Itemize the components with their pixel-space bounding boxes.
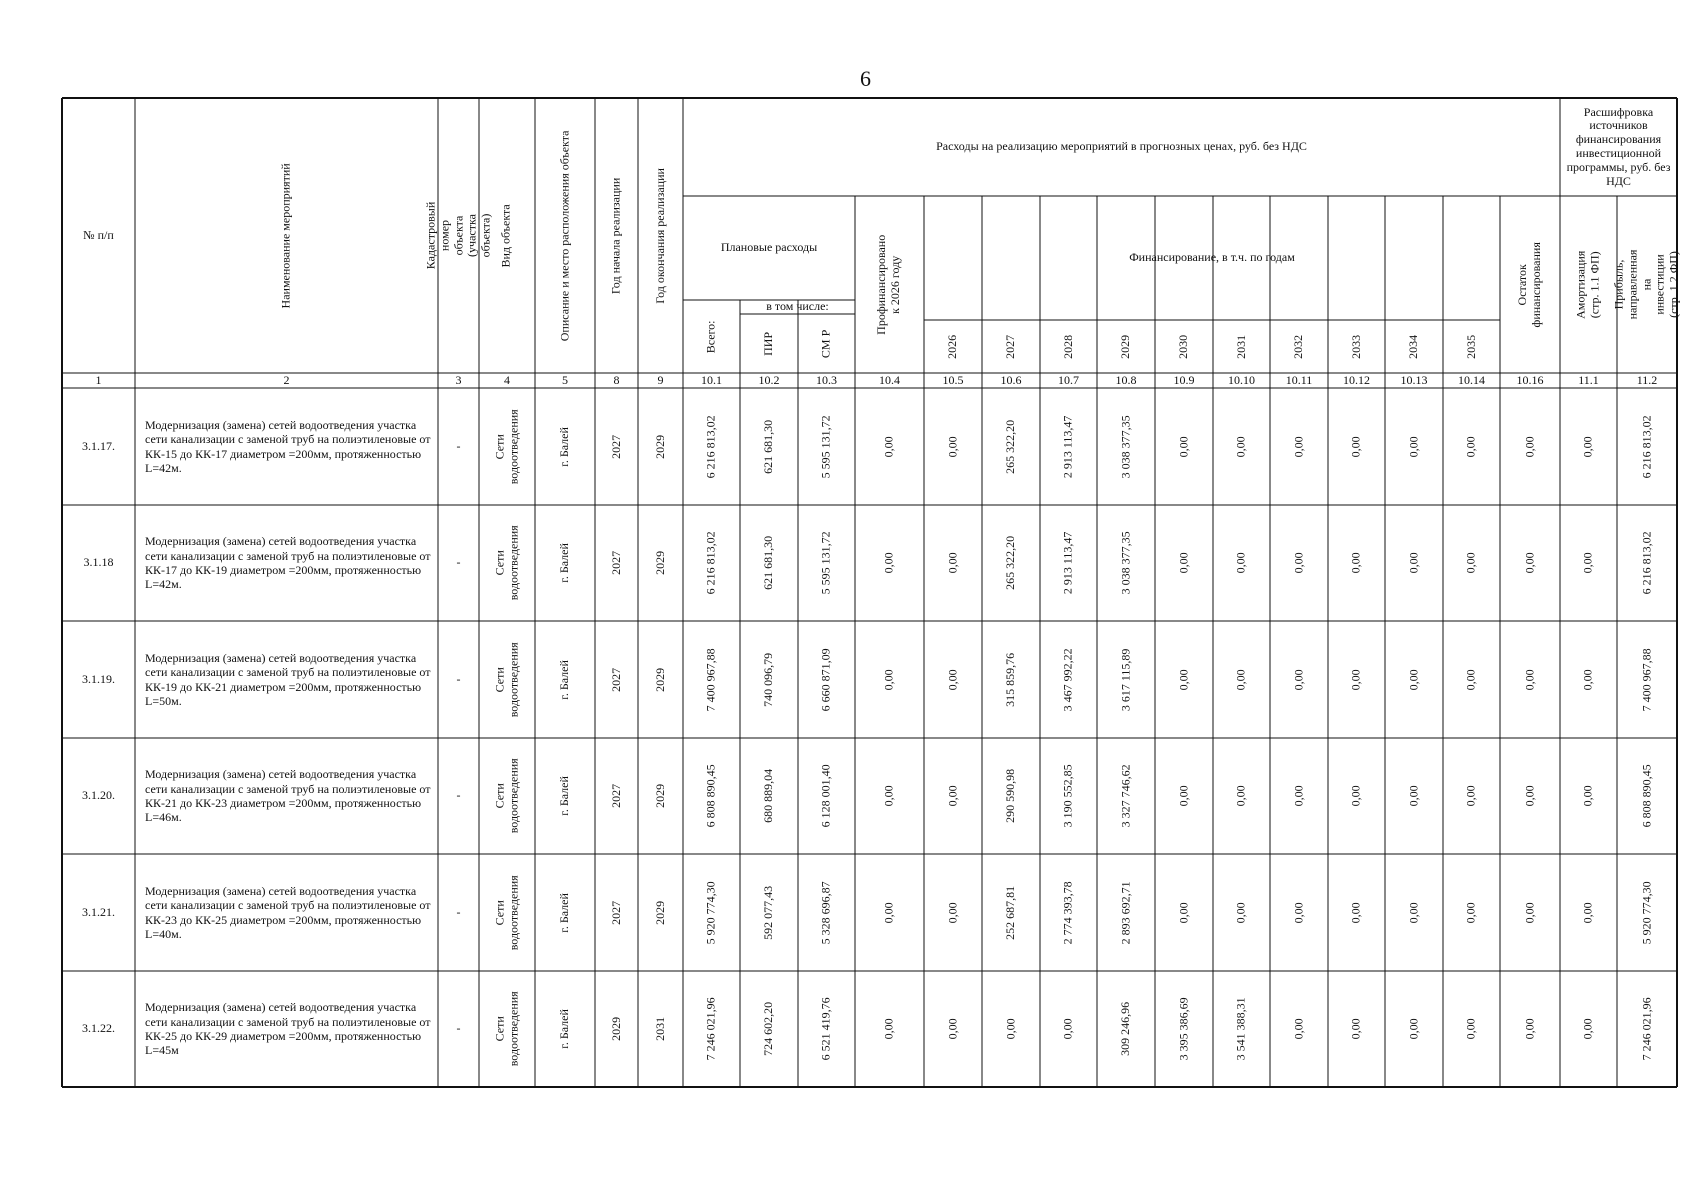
header-object-type: Вид объекта <box>499 203 514 268</box>
row-object-type: Сети водоотведения <box>492 641 521 717</box>
row-smr: 5 595 131,72 <box>818 531 833 595</box>
header-year-2033: 2033 <box>1348 334 1363 359</box>
row-location: г. Балей <box>557 543 572 583</box>
header-planned: Плановые расходы <box>720 240 818 255</box>
row-year-value: 0,00 <box>1233 785 1248 807</box>
row-year-value: 0,00 <box>1406 552 1421 574</box>
row-year-value: 0,00 <box>945 668 960 690</box>
row-year-value: 0,00 <box>945 552 960 574</box>
row-prefinanced: 0,00 <box>881 1018 896 1040</box>
row-year-value: 0,00 <box>1233 668 1248 690</box>
row-year-value: 3 467 992,22 <box>1060 647 1075 711</box>
col-number-10.1: 10.1 <box>701 372 722 387</box>
row-total: 6 216 813,02 <box>703 414 718 478</box>
col-number-10.13: 10.13 <box>1400 372 1428 387</box>
row-year-value: 2 913 113,47 <box>1060 531 1075 595</box>
row-cadastral: - <box>456 904 461 919</box>
header-remainder: Остаток финансирования <box>1515 241 1543 328</box>
row-profit: 6 216 813,02 <box>1639 414 1654 478</box>
row-profit: 5 920 774,30 <box>1639 880 1654 944</box>
row-amortization: 0,00 <box>1580 785 1595 807</box>
row-remainder: 0,00 <box>1522 785 1537 807</box>
row-year-value: 2 913 113,47 <box>1060 415 1075 478</box>
row-year-value: 3 190 552,85 <box>1060 764 1075 828</box>
col-number-10.4: 10.4 <box>879 372 900 387</box>
row-end-year: 2029 <box>652 550 667 575</box>
header-expenses: Расходы на реализацию мероприятий в прогнозных ценах, руб. без НДС <box>936 139 1307 154</box>
header-name: Наименование мероприятий <box>278 162 293 309</box>
row-amortization: 0,00 <box>1580 435 1595 457</box>
row-location: г. Балей <box>557 892 572 933</box>
row-year-value: 252 687,81 <box>1003 885 1018 940</box>
row-remainder: 0,00 <box>1522 668 1537 690</box>
row-smr: 6 128 001,40 <box>818 764 833 828</box>
row-object-type: Сети водоотведения <box>492 525 521 601</box>
header-pir: ПИР <box>761 331 776 356</box>
row-total: 6 808 890,45 <box>703 764 718 828</box>
row-year-value: 0,00 <box>1463 1018 1478 1040</box>
header-location: Описание и место расположения объекта <box>557 130 572 341</box>
row-year-value: 0,00 <box>1291 901 1306 923</box>
row-year-value: 3 038 377,35 <box>1118 531 1133 595</box>
col-number-10.16: 10.16 <box>1516 372 1544 387</box>
row-name: Модернизация (замена) сетей водоотведения участка сети канализации с заменой труб на полиэтиленовые от КК-19 до КК-21 диаметром =200мм, протяженностью L=50м. <box>145 650 431 708</box>
row-start-year: 2027 <box>608 434 623 459</box>
col-number-10.9: 10.9 <box>1173 372 1195 387</box>
col-number-10.8: 10.8 <box>1115 372 1137 387</box>
row-year-value: 0,00 <box>1003 1018 1018 1040</box>
row-remainder: 0,00 <box>1522 552 1537 574</box>
row-number: 3.1.21. <box>82 904 115 919</box>
row-amortization: 0,00 <box>1580 901 1595 923</box>
row-total: 7 400 967,88 <box>703 647 718 711</box>
col-number-10.7: 10.7 <box>1058 372 1079 387</box>
row-number: 3.1.19. <box>82 671 115 686</box>
row-number: 3.1.18 <box>83 555 114 570</box>
row-prefinanced: 0,00 <box>881 552 896 574</box>
row-start-year: 2027 <box>608 900 623 925</box>
row-start-year: 2029 <box>608 1016 623 1041</box>
row-end-year: 2031 <box>652 1016 667 1041</box>
row-year-value: 0,00 <box>945 1018 960 1040</box>
header-total: Всего: <box>703 320 718 353</box>
row-amortization: 0,00 <box>1580 1018 1595 1040</box>
col-number-10.12: 10.12 <box>1343 372 1370 387</box>
row-year-value: 0,00 <box>1233 901 1248 923</box>
col-number-1: 1 <box>95 372 102 387</box>
row-object-type: Сети водоотведения <box>492 408 521 484</box>
row-year-value: 0,00 <box>1348 435 1363 457</box>
header-year-2029: 2029 <box>1118 334 1133 359</box>
header-num: № п/п <box>83 227 114 242</box>
header-year-2032: 2032 <box>1291 334 1306 359</box>
row-object-type: Сети водоотведения <box>492 874 521 950</box>
header-start-year: Год начала реализации <box>608 177 623 294</box>
row-year-value: 0,00 <box>1233 435 1248 457</box>
row-cadastral: - <box>456 788 461 803</box>
row-smr: 6 660 871,09 <box>818 647 833 711</box>
row-year-value: 0,00 <box>945 785 960 807</box>
row-amortization: 0,00 <box>1580 552 1595 574</box>
row-year-value: 0,00 <box>1348 785 1363 807</box>
row-year-value: 315 859,76 <box>1003 652 1018 707</box>
col-number-11.2: 11.2 <box>1636 372 1658 387</box>
row-prefinanced: 0,00 <box>881 901 896 923</box>
row-start-year: 2027 <box>608 783 623 808</box>
row-year-value: 265 322,20 <box>1003 419 1018 474</box>
row-year-value: 0,00 <box>1233 552 1248 574</box>
row-pir: 621 681,30 <box>761 419 776 474</box>
row-profit: 7 400 967,88 <box>1639 647 1654 711</box>
row-year-value: 0,00 <box>1463 552 1478 574</box>
row-year-value: 309 246,96 <box>1118 1001 1133 1056</box>
row-remainder: 0,00 <box>1522 435 1537 457</box>
row-year-value: 2 774 393,78 <box>1060 880 1075 944</box>
row-year-value: 3 327 746,62 <box>1118 764 1133 828</box>
header-amortization: Амортизация (стр. 1.1 ФП) <box>1573 250 1602 319</box>
row-start-year: 2027 <box>608 667 623 692</box>
row-year-value: 0,00 <box>1060 1018 1075 1040</box>
col-number-10.5: 10.5 <box>942 372 964 387</box>
row-year-value: 290 590,98 <box>1003 768 1018 823</box>
row-object-type: Сети водоотведения <box>492 991 521 1067</box>
row-amortization: 0,00 <box>1580 668 1595 690</box>
row-year-value: 0,00 <box>1291 785 1306 807</box>
row-number: 3.1.20. <box>82 788 115 803</box>
row-year-value: 0,00 <box>945 435 960 457</box>
row-end-year: 2029 <box>652 434 667 459</box>
header-year-2026: 2026 <box>945 334 960 359</box>
row-year-value: 0,00 <box>1348 901 1363 923</box>
col-number-10.14: 10.14 <box>1458 372 1485 387</box>
row-year-value: 3 038 377,35 <box>1118 414 1133 478</box>
row-remainder: 0,00 <box>1522 1018 1537 1040</box>
row-year-value: 0,00 <box>1176 785 1191 807</box>
row-object-type: Сети водоотведения <box>492 758 521 834</box>
col-number-2: 2 <box>283 372 290 387</box>
col-number-5: 5 <box>562 372 568 387</box>
header-prefinanced: Профинансировано к 2026 году <box>874 234 903 335</box>
row-name: Модернизация (замена) сетей водоотведения участка сети канализации с заменой труб на полиэтиленовые от КК-25 до КК-29 диаметром =200мм, протяженностью L=45м <box>145 1000 431 1058</box>
row-pir: 740 096,79 <box>761 652 776 707</box>
row-end-year: 2029 <box>652 783 667 808</box>
col-number-10.6: 10.6 <box>1000 372 1022 387</box>
row-year-value: 0,00 <box>1406 668 1421 690</box>
row-year-value: 0,00 <box>1291 435 1306 457</box>
row-prefinanced: 0,00 <box>881 435 896 457</box>
row-year-value: 0,00 <box>1406 435 1421 457</box>
page-number: 6 <box>860 66 871 91</box>
row-pir: 724 602,20 <box>761 1001 776 1056</box>
row-year-value: 3 617 115,89 <box>1118 648 1133 711</box>
row-name: Модернизация (замена) сетей водоотведения участка сети канализации с заменой труб на полиэтиленовые от КК-21 до КК-23 диаметром =200мм, протяженностью L=46м. <box>145 767 431 825</box>
row-year-value: 3 541 388,31 <box>1233 997 1248 1061</box>
row-year-value: 0,00 <box>1406 1018 1421 1040</box>
row-smr: 6 521 419,76 <box>818 997 833 1061</box>
row-total: 7 246 021,96 <box>703 997 718 1061</box>
row-year-value: 0,00 <box>1291 552 1306 574</box>
row-prefinanced: 0,00 <box>881 668 896 690</box>
row-year-value: 0,00 <box>1463 901 1478 923</box>
header-smr: СМ Р <box>818 329 833 358</box>
row-cadastral: - <box>456 671 461 686</box>
col-number-9: 9 <box>657 372 664 387</box>
header-year-2028: 2028 <box>1060 334 1075 359</box>
row-year-value: 2 893 692,71 <box>1118 880 1133 944</box>
row-location: г. Балей <box>557 776 572 816</box>
row-year-value: 0,00 <box>1291 1018 1306 1040</box>
col-number-10.2: 10.2 <box>758 372 780 387</box>
row-location: г. Балей <box>557 426 572 467</box>
row-location: г. Балей <box>557 1009 572 1049</box>
row-smr: 5 328 696,87 <box>818 880 833 944</box>
col-number-4: 4 <box>504 372 510 387</box>
row-year-value: 0,00 <box>1176 435 1191 457</box>
row-year-value: 0,00 <box>1406 901 1421 923</box>
row-pir: 621 681,30 <box>761 535 776 590</box>
header-year-2027: 2027 <box>1003 334 1018 359</box>
row-year-value: 0,00 <box>1348 1018 1363 1040</box>
row-year-value: 0,00 <box>1291 668 1306 690</box>
row-cadastral: - <box>456 1021 461 1036</box>
header-year-2031: 2031 <box>1233 334 1248 359</box>
row-name: Модернизация (замена) сетей водоотведения участка сети канализации с заменой труб на полиэтиленовые от КК-23 до КК-25 диаметром =200мм, протяженностью L=40м. <box>145 883 431 941</box>
header-profit: Прибыль, направленная на инвестиции (стр. 1.2 ФП) <box>1611 249 1681 320</box>
row-profit: 6 808 890,45 <box>1639 764 1654 828</box>
col-number-10.11: 10.11 <box>1285 372 1313 387</box>
row-cadastral: - <box>456 438 461 453</box>
row-year-value: 0,00 <box>1348 552 1363 574</box>
header-sources: Расшифровка источников финансирования инвестиционной программы, руб. без НДС <box>1566 104 1671 188</box>
col-number-10.10: 10.10 <box>1228 372 1255 387</box>
row-name: Модернизация (замена) сетей водоотведения участка сети канализации с заменой труб на полиэтиленовые от КК-17 до КК-19 диаметром =200мм, протяженностью L=42м. <box>145 534 431 592</box>
row-year-value: 0,00 <box>1176 668 1191 690</box>
row-year-value: 0,00 <box>1463 668 1478 690</box>
row-profit: 7 246 021,96 <box>1639 997 1654 1061</box>
row-start-year: 2027 <box>608 550 623 575</box>
col-number-8: 8 <box>613 372 620 387</box>
row-prefinanced: 0,00 <box>881 785 896 807</box>
row-year-value: 3 395 386,69 <box>1176 997 1191 1061</box>
row-total: 6 216 813,02 <box>703 531 718 595</box>
row-end-year: 2029 <box>652 667 667 692</box>
row-profit: 6 216 813,02 <box>1639 531 1654 595</box>
row-year-value: 0,00 <box>1463 435 1478 457</box>
header-year-2035: 2035 <box>1463 334 1478 359</box>
row-pir: 680 889,04 <box>761 768 776 823</box>
col-number-10.3: 10.3 <box>816 372 837 387</box>
row-smr: 5 595 131,72 <box>818 414 833 478</box>
row-end-year: 2029 <box>652 900 667 925</box>
header-cadastral: Кадастровый номер объекта (участка объекта) <box>423 201 493 270</box>
row-number: 3.1.17. <box>82 438 115 453</box>
row-year-value: 0,00 <box>1348 668 1363 690</box>
row-year-value: 0,00 <box>1463 785 1478 807</box>
header-year-2030: 2030 <box>1176 334 1191 359</box>
row-total: 5 920 774,30 <box>703 880 718 944</box>
col-number-3: 3 <box>455 372 462 387</box>
header-financing: Финансирование, в т.ч. по годам <box>1129 250 1295 265</box>
row-year-value: 0,00 <box>1406 785 1421 807</box>
header-year-2034: 2034 <box>1406 334 1421 359</box>
row-year-value: 0,00 <box>1176 901 1191 923</box>
row-number: 3.1.22. <box>82 1021 115 1036</box>
row-year-value: 0,00 <box>1176 552 1191 574</box>
col-number-11.1: 11.1 <box>1578 372 1599 387</box>
row-year-value: 0,00 <box>945 901 960 923</box>
row-name: Модернизация (замена) сетей водоотведения участка сети канализации с заменой труб на полиэтиленовые от КК-15 до КК-17 диаметром =200мм, протяженностью L=42м. <box>145 417 431 475</box>
row-year-value: 265 322,20 <box>1003 535 1018 590</box>
row-remainder: 0,00 <box>1522 901 1537 923</box>
header-including: в том числе: <box>766 299 829 314</box>
row-cadastral: - <box>456 555 461 570</box>
header-end-year: Год окончания реализации <box>652 167 667 304</box>
row-location: г. Балей <box>557 659 572 700</box>
row-pir: 592 077,43 <box>761 885 776 940</box>
